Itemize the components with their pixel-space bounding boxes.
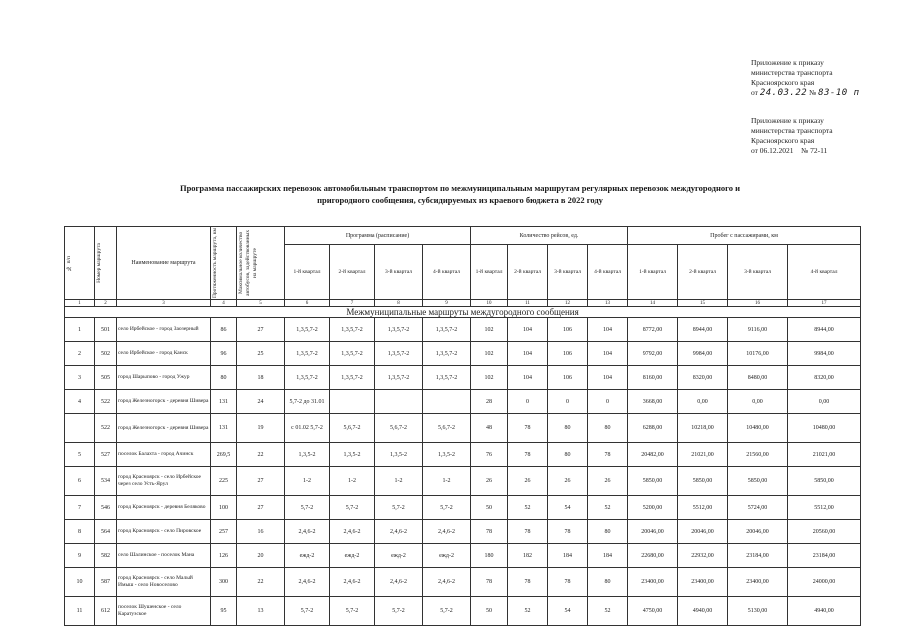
route-length: 86 (211, 318, 237, 342)
table-row (65, 342, 861, 366)
row-number (65, 414, 95, 443)
schedule-cell: 5,7-2 (330, 496, 375, 520)
route-length: 269,5 (211, 443, 237, 467)
mileage-cell: 5512,00 (678, 496, 728, 520)
mileage-cell: 5850,00 (628, 467, 678, 496)
column-number: 7 (330, 300, 375, 307)
header-route-no: Номер маршрута (95, 227, 117, 300)
appendix-line: Приложение к приказу (751, 58, 824, 67)
schedule-cell: 2,4,6-2 (285, 568, 330, 597)
schedule-cell: 1,3,5,7-2 (375, 366, 423, 390)
mileage-cell: 8772,00 (628, 318, 678, 342)
route-number: 502 (95, 342, 117, 366)
header-quarter: 2-й квартал (678, 245, 728, 300)
header-quarter: 4-й квартал (423, 245, 471, 300)
trips-cell: 102 (471, 342, 508, 366)
trips-cell: 180 (471, 544, 508, 568)
table-row (65, 414, 861, 443)
schedule-cell: 5,7-2 (330, 597, 375, 626)
schedule-cell: 1-2 (285, 467, 330, 496)
mileage-cell: 22932,00 (678, 544, 728, 568)
column-number: 6 (285, 300, 330, 307)
mileage-cell: 23184,00 (788, 544, 861, 568)
trips-cell: 78 (588, 443, 628, 467)
trips-cell: 104 (508, 318, 548, 342)
trips-cell: 80 (588, 568, 628, 597)
trips-cell: 54 (548, 496, 588, 520)
trips-cell: 184 (548, 544, 588, 568)
bus-quantity: 27 (237, 496, 285, 520)
table-row (65, 496, 861, 520)
trips-cell: 80 (588, 520, 628, 544)
header-quarter: 2-й квартал (508, 245, 548, 300)
trips-cell: 78 (508, 414, 548, 443)
route-name: город Красноярск - деревня Беляково (117, 496, 211, 520)
schedule-cell: ежд-2 (375, 544, 423, 568)
mileage-cell: 21021,00 (788, 443, 861, 467)
route-length: 95 (211, 597, 237, 626)
trips-cell: 78 (508, 443, 548, 467)
trips-cell: 80 (548, 414, 588, 443)
trips-cell: 54 (548, 597, 588, 626)
bus-quantity: 27 (237, 467, 285, 496)
bus-quantity: 19 (237, 414, 285, 443)
mileage-cell: 8944,00 (678, 318, 728, 342)
appendix-note-previous (751, 116, 833, 156)
routes-table (64, 226, 861, 626)
table-row (65, 568, 861, 597)
trips-cell: 104 (508, 342, 548, 366)
schedule-cell: 1,3,5,7-2 (423, 318, 471, 342)
row-number: 9 (65, 544, 95, 568)
mileage-cell: 21560,00 (728, 443, 788, 467)
trips-cell: 26 (548, 467, 588, 496)
bus-quantity: 25 (237, 342, 285, 366)
column-number: 5 (237, 300, 285, 307)
schedule-cell: 2,4,6-2 (423, 568, 471, 597)
schedule-cell: ежд-2 (330, 544, 375, 568)
mileage-cell: 5850,00 (788, 467, 861, 496)
schedule-cell: 5,6,7-2 (375, 414, 423, 443)
mileage-cell: 10176,00 (728, 342, 788, 366)
schedule-cell: 1,3,5,7-2 (330, 366, 375, 390)
row-number: 6 (65, 467, 95, 496)
trips-cell: 102 (471, 366, 508, 390)
appendix-note-current (751, 58, 860, 98)
column-number: 8 (375, 300, 423, 307)
schedule-cell: 1,3,5-2 (330, 443, 375, 467)
bus-quantity: 27 (237, 318, 285, 342)
header-mileage: Пробег с пассажирами, км (628, 227, 861, 245)
mileage-cell: 5850,00 (728, 467, 788, 496)
header-quarter: 3-й квартал (548, 245, 588, 300)
header-quarter: 2-й квартал (330, 245, 375, 300)
appendix-line: Красноярского края (751, 136, 815, 145)
route-length: 126 (211, 544, 237, 568)
route-length: 96 (211, 342, 237, 366)
trips-cell: 50 (471, 496, 508, 520)
trips-cell: 78 (508, 568, 548, 597)
schedule-cell: 1,3,5,7-2 (423, 366, 471, 390)
bus-quantity: 16 (237, 520, 285, 544)
route-name: город Красноярск - село Пировское (117, 520, 211, 544)
row-number: 4 (65, 390, 95, 414)
mileage-cell: 9984,00 (678, 342, 728, 366)
schedule-cell: 1-2 (330, 467, 375, 496)
schedule-cell: 1-2 (375, 467, 423, 496)
route-name: город Красноярск - село Малый Имыш - село Новоселово (117, 568, 211, 597)
table-row (65, 597, 861, 626)
schedule-cell: 2,4,6-2 (330, 568, 375, 597)
mileage-cell: 9792,00 (628, 342, 678, 366)
appendix-date-line: от 24.03.22 № 83-10 п (751, 88, 860, 98)
appendix-line: министерства транспорта (751, 126, 833, 135)
mileage-cell: 8320,00 (678, 366, 728, 390)
header-quarter: 1-й квартал (285, 245, 330, 300)
mileage-cell: 5850,00 (678, 467, 728, 496)
route-length: 257 (211, 520, 237, 544)
route-length: 80 (211, 366, 237, 390)
mileage-cell: 4940,00 (788, 597, 861, 626)
trips-cell: 0 (508, 390, 548, 414)
row-number: 3 (65, 366, 95, 390)
header-quantity: Максимальное количество автобусов, задействованных на маршруте (237, 227, 285, 300)
table-row (65, 544, 861, 568)
column-number: 10 (471, 300, 508, 307)
trips-cell: 104 (588, 318, 628, 342)
column-number: 15 (678, 300, 728, 307)
header-quarter: 1-й квартал (471, 245, 508, 300)
mileage-cell: 10480,00 (788, 414, 861, 443)
column-number: 14 (628, 300, 678, 307)
schedule-cell (423, 390, 471, 414)
row-number: 2 (65, 342, 95, 366)
route-number: 587 (95, 568, 117, 597)
route-length: 131 (211, 414, 237, 443)
mileage-cell: 5512,00 (788, 496, 861, 520)
trips-cell: 78 (548, 568, 588, 597)
trips-cell: 106 (548, 342, 588, 366)
appendix-line: от 06.12.2021 № 72-11 (751, 146, 828, 155)
table-row (65, 390, 861, 414)
row-number: 11 (65, 597, 95, 626)
trips-cell: 52 (588, 496, 628, 520)
trips-cell: 182 (508, 544, 548, 568)
trips-cell: 52 (508, 597, 548, 626)
schedule-cell: 1,3,5,7-2 (330, 342, 375, 366)
column-number: 9 (423, 300, 471, 307)
mileage-cell: 23184,00 (728, 544, 788, 568)
mileage-cell: 4750,00 (628, 597, 678, 626)
route-length: 300 (211, 568, 237, 597)
trips-cell: 104 (508, 366, 548, 390)
table-row (65, 366, 861, 390)
column-number: 1 (65, 300, 95, 307)
trips-cell: 52 (588, 597, 628, 626)
header-length: Протяженность маршрута, км (211, 227, 237, 300)
document-title: Программа пассажирских перевозок автомобильным транспортом по межмуниципальным маршрутам регулярных перевозок междугородного и пригородного сообщения, субсидируемых из краевого бюджета в 2022 году (179, 183, 741, 205)
column-number: 12 (548, 300, 588, 307)
schedule-cell: 1,3,5-2 (423, 443, 471, 467)
route-number: 582 (95, 544, 117, 568)
header-quarter: 3-й квартал (728, 245, 788, 300)
route-number: 501 (95, 318, 117, 342)
bus-quantity: 20 (237, 544, 285, 568)
route-name: село Шалинское - поселок Мана (117, 544, 211, 568)
route-length: 100 (211, 496, 237, 520)
column-number: 17 (788, 300, 861, 307)
header-schedule: Программа (расписание) (285, 227, 471, 245)
mileage-cell: 20046,00 (678, 520, 728, 544)
trips-cell: 104 (588, 366, 628, 390)
appendix-line: министерства транспорта (751, 68, 833, 77)
bus-quantity: 24 (237, 390, 285, 414)
mileage-cell: 21021,00 (678, 443, 728, 467)
schedule-cell: ежд-2 (285, 544, 330, 568)
schedule-cell: ежд-2 (423, 544, 471, 568)
header-quarter: 4-й квартал (588, 245, 628, 300)
schedule-cell: 5,7-2 (375, 496, 423, 520)
mileage-cell: 0,00 (788, 390, 861, 414)
trips-cell: 0 (548, 390, 588, 414)
route-name: город Железногорск - деревня Шивера (117, 390, 211, 414)
route-number: 522 (95, 390, 117, 414)
trips-cell: 50 (471, 597, 508, 626)
trips-cell: 102 (471, 318, 508, 342)
column-number: 2 (95, 300, 117, 307)
schedule-cell: 5,7-2 до 31.01 (285, 390, 330, 414)
schedule-cell (330, 390, 375, 414)
trips-cell: 76 (471, 443, 508, 467)
trips-cell: 26 (588, 467, 628, 496)
mileage-cell: 23400,00 (678, 568, 728, 597)
trips-cell: 104 (588, 342, 628, 366)
route-number: 564 (95, 520, 117, 544)
trips-cell: 28 (471, 390, 508, 414)
trips-cell: 78 (471, 568, 508, 597)
table-row (65, 467, 861, 496)
appendix-line: Красноярского края (751, 78, 815, 87)
header-quarter: 1-й квартал (628, 245, 678, 300)
schedule-cell: 1,3,5-2 (375, 443, 423, 467)
column-number: 11 (508, 300, 548, 307)
header-quarter: 3-й квартал (375, 245, 423, 300)
schedule-cell: 5,7-2 (285, 597, 330, 626)
trips-cell: 78 (508, 520, 548, 544)
mileage-cell: 20560,00 (788, 520, 861, 544)
section-title: Межмуниципальные маршруты междугородного сообщения (65, 307, 861, 318)
schedule-cell: 1,3,5,7-2 (375, 342, 423, 366)
mileage-cell: 6288,00 (628, 414, 678, 443)
route-name: село Ирбейское - город Канск (117, 342, 211, 366)
schedule-cell: 2,4,6-2 (375, 568, 423, 597)
row-number: 1 (65, 318, 95, 342)
mileage-cell: 23400,00 (728, 568, 788, 597)
trips-cell: 26 (508, 467, 548, 496)
header-route-name: Наименование маршрута (117, 227, 211, 300)
trips-cell: 106 (548, 366, 588, 390)
route-length: 225 (211, 467, 237, 496)
mileage-cell: 5130,00 (728, 597, 788, 626)
schedule-cell: 5,7-2 (375, 597, 423, 626)
column-number: 4 (211, 300, 237, 307)
trips-cell: 0 (588, 390, 628, 414)
bus-quantity: 13 (237, 597, 285, 626)
schedule-cell: 1,3,5,7-2 (375, 318, 423, 342)
trips-cell: 52 (508, 496, 548, 520)
trips-cell: 184 (588, 544, 628, 568)
mileage-cell: 0,00 (728, 390, 788, 414)
schedule-cell: 5,6,7-2 (423, 414, 471, 443)
mileage-cell: 8320,00 (788, 366, 861, 390)
mileage-cell: 23400,00 (628, 568, 678, 597)
mileage-cell: 20046,00 (628, 520, 678, 544)
mileage-cell: 9984,00 (788, 342, 861, 366)
header-num: № п/п (65, 227, 95, 300)
schedule-cell: 1,3,5,7-2 (285, 366, 330, 390)
route-number: 522 (95, 414, 117, 443)
schedule-cell: 2,4,6-2 (285, 520, 330, 544)
route-name: село Ирбейское - город Заозерный (117, 318, 211, 342)
handwritten-date: 24.03.22 (759, 88, 808, 98)
table-row (65, 443, 861, 467)
header-trips: Количество рейсов, ед. (471, 227, 628, 245)
route-name: поселок Шушенское - село Каратузское (117, 597, 211, 626)
route-name: поселок Балахта - город Ачинск (117, 443, 211, 467)
trips-cell: 78 (471, 520, 508, 544)
column-number: 16 (728, 300, 788, 307)
schedule-cell: 1,3,5-2 (285, 443, 330, 467)
bus-quantity: 18 (237, 366, 285, 390)
trips-cell: 106 (548, 318, 588, 342)
column-number: 3 (117, 300, 211, 307)
route-number: 505 (95, 366, 117, 390)
schedule-cell: с 01.02 5,7-2 (285, 414, 330, 443)
mileage-cell: 4940,00 (678, 597, 728, 626)
trips-cell: 48 (471, 414, 508, 443)
row-number: 7 (65, 496, 95, 520)
mileage-cell: 10480,00 (728, 414, 788, 443)
trips-cell: 80 (548, 443, 588, 467)
schedule-cell: 2,4,6-2 (423, 520, 471, 544)
table-row (65, 520, 861, 544)
mileage-cell: 10218,00 (678, 414, 728, 443)
row-number: 5 (65, 443, 95, 467)
schedule-cell: 5,7-2 (423, 597, 471, 626)
bus-quantity: 22 (237, 443, 285, 467)
section-row (65, 307, 861, 318)
mileage-cell: 8160,00 (628, 366, 678, 390)
schedule-cell: 1,3,5,7-2 (423, 342, 471, 366)
bus-quantity: 22 (237, 568, 285, 597)
mileage-cell: 3668,00 (628, 390, 678, 414)
schedule-cell: 1,3,5,7-2 (330, 318, 375, 342)
trips-cell: 78 (548, 520, 588, 544)
schedule-cell: 1,3,5,7-2 (285, 318, 330, 342)
mileage-cell: 9116,00 (728, 318, 788, 342)
handwritten-number: 83-10 п (818, 88, 860, 98)
schedule-cell: 2,4,6-2 (330, 520, 375, 544)
column-number-row (65, 300, 861, 307)
route-number: 612 (95, 597, 117, 626)
mileage-cell: 20482,00 (628, 443, 678, 467)
mileage-cell: 5200,00 (628, 496, 678, 520)
route-number: 527 (95, 443, 117, 467)
mileage-cell: 24000,00 (788, 568, 861, 597)
schedule-cell: 1-2 (423, 467, 471, 496)
schedule-cell: 2,4,6-2 (375, 520, 423, 544)
row-number: 10 (65, 568, 95, 597)
route-name: город Красноярск - село Ирбейское через село Усть-Ярул (117, 467, 211, 496)
route-number: 534 (95, 467, 117, 496)
schedule-cell: 5,6,7-2 (330, 414, 375, 443)
table-row (65, 318, 861, 342)
schedule-cell: 1,3,5,7-2 (285, 342, 330, 366)
schedule-cell: 5,7-2 (423, 496, 471, 520)
mileage-cell: 5724,00 (728, 496, 788, 520)
schedule-cell: 5,7-2 (285, 496, 330, 520)
schedule-cell (375, 390, 423, 414)
route-name: город Шарыпово - город Ужур (117, 366, 211, 390)
route-length: 131 (211, 390, 237, 414)
column-number: 13 (588, 300, 628, 307)
mileage-cell: 8944,00 (788, 318, 861, 342)
route-name: город Железногорск - деревня Шивера (117, 414, 211, 443)
appendix-line: Приложение к приказу (751, 116, 824, 125)
row-number: 8 (65, 520, 95, 544)
header-quarter: 4-й квартал (788, 245, 861, 300)
route-number: 546 (95, 496, 117, 520)
mileage-cell: 0,00 (678, 390, 728, 414)
trips-cell: 26 (471, 467, 508, 496)
mileage-cell: 22680,00 (628, 544, 678, 568)
mileage-cell: 8480,00 (728, 366, 788, 390)
trips-cell: 80 (588, 414, 628, 443)
mileage-cell: 20046,00 (728, 520, 788, 544)
